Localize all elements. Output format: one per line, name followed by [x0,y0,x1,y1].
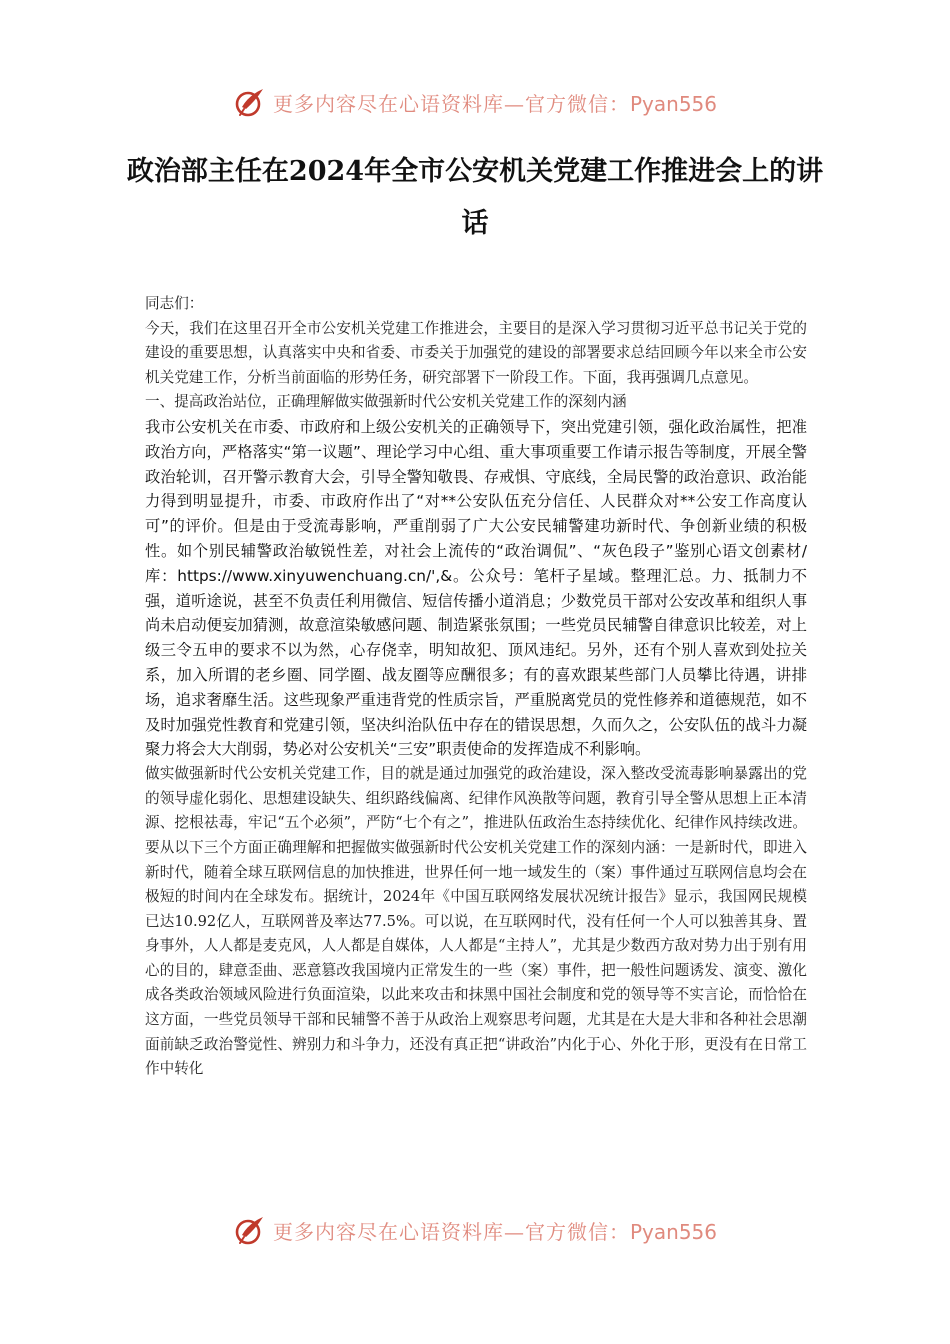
section-heading-1: 一、提高政治站位，正确理解做实做强新时代公安机关党建工作的深刻内涵 [145,393,627,411]
paragraph-connotation: 做实做强新时代公安机关党建工作，目的就是通过加强党的政治建设，深入整改受流毒影响暴露出的党的领导虚化弱化、思想建设缺失、组织路线偏离、纪律作风涣散等问题，教育引导全警从思想上正本清源、挖根祛毒，牢记“五个必须”，严防“七个有之”，推进队伍政治生态持续优化、纪律作风持续改进。要从以下三个方面正确理解和把握做实做强新时代公安机关党建工作的深刻内涵：一是新时代，即进入新时代，随着全球互联网信息的加快推进，世界任何一地一域发生的（案）事件通过互联网信息均会在极短的时间内在全球发布。据统计，2024年《中国互联网络发展状况统计报告》显示，我国网民规模已达10.92亿人，互联网普及率达77.5%。可以说，在互联网时代，没有任何一个人可以独善其身、置身事外，人人都是麦克风，人人都是自媒体，人人都是“主持人”，尤其是少数西方敌对势力出于别有用心的目的，肆意歪曲、恶意篡改我国境内正常发生的一些（案）事件，把一般性问题诱发、演变、激化成各类政治领域风险进行负面渲染，以此来攻击和抹黑中国社会制度和党的领导等不实言论，而恰恰在这方面，一些党员领导干部和民辅警不善于从政治上观察思考问题，尤其是在大是大非和各种社会思潮面前缺乏政治警觉性、辨别力和斗争力，还没有真正把“讲政治”内化于心、外化于形，更没有在日常工作中转化 [145,765,807,1078]
wechat-id: Pyan556 [629,91,717,116]
wechat-id: Pyan556 [629,1219,717,1244]
watermark-text: 更多内容尽在心语资料库—官方微信：Pyan556 [272,1219,717,1244]
document-title: 政治部主任在2024年全市公安机关党建工作推进会上的讲话 [126,156,824,239]
greeting: 同志们： [145,295,204,312]
paragraph-intro: 今天，我们在这里召开全市公安机关党建工作推进会，主要目的是深入学习贯彻习近平总书记关于党的建设的重要思想，认真落实中央和省委、市委关于加强党的建设的部署要求总结回顾今年以来全市公安机关党建工作，分析当前面临的形势任务，研究部署下一阶段工作。下面，我再强调几点意见。 [145,319,807,386]
quill-logo-icon [233,1213,267,1247]
watermark-text: 更多内容尽在心语资料库—官方微信：Pyan556 [272,91,717,116]
watermark-banner-top [0,82,950,122]
quill-logo-icon [233,85,267,119]
watermark-banner-bottom [0,1210,950,1250]
paragraph-situation: 我市公安机关在市委、市政府和上级公安机关的正确领导下，突出党建引领，强化政治属性，把准政治方向，严格落实“第一议题”、理论学习中心组、重大事项重要工作请示报告等制度，开展全警政治轮训，召开警示教育大会，引导全警知敬畏、存戒惧、守底线，全局民警的政治意识、政治能力得到明显提升，市委、市政府作出了“对**公安队伍充分信任、人民群众对**公安工作高度认可”的评价。但是由于受流毒影响，严重削弱了广大公安民辅警建功新时代、争创新业绩的积极性。如个别民辅警政治敏锐性差，对社会上流传的“政治调侃”、“灰色段子”鉴别心语文创素材/库：https://www.xinyuwenchuang.cn/',&。公众号：笔杆子星域。整理汇总。力、抵制力不强，道听途说，甚至不负责任利用微信、短信传播小道消息；少数党员干部对公安改革和组织人事尚未启动便妄加猜测，故意渲染敏感问题、制造紧张氛围；一些党员民辅警自律意识比较差，对上级三令五申的要求不以为然，心存侥幸，明知故犯、顶风违纪。另外，还有个别人喜欢到处拉关系，加入所谓的老乡圈、同学圈、战友圈等应酬很多；有的喜欢跟某些部门人员攀比待遇，讲排场，追求奢靡生活。这些现象严重违背党的性质宗旨，严重脱离党员的党性修养和道德规范，如不及时加强党性教育和党建引领，坚决纠治队伍中存在的错误思想，久而久之，公安队伍的战斗力凝聚力将会大大削弱，势必对公安机关“三安”职责使命的发挥造成不利影响。 [145,417,807,759]
document-body [145,292,807,1082]
